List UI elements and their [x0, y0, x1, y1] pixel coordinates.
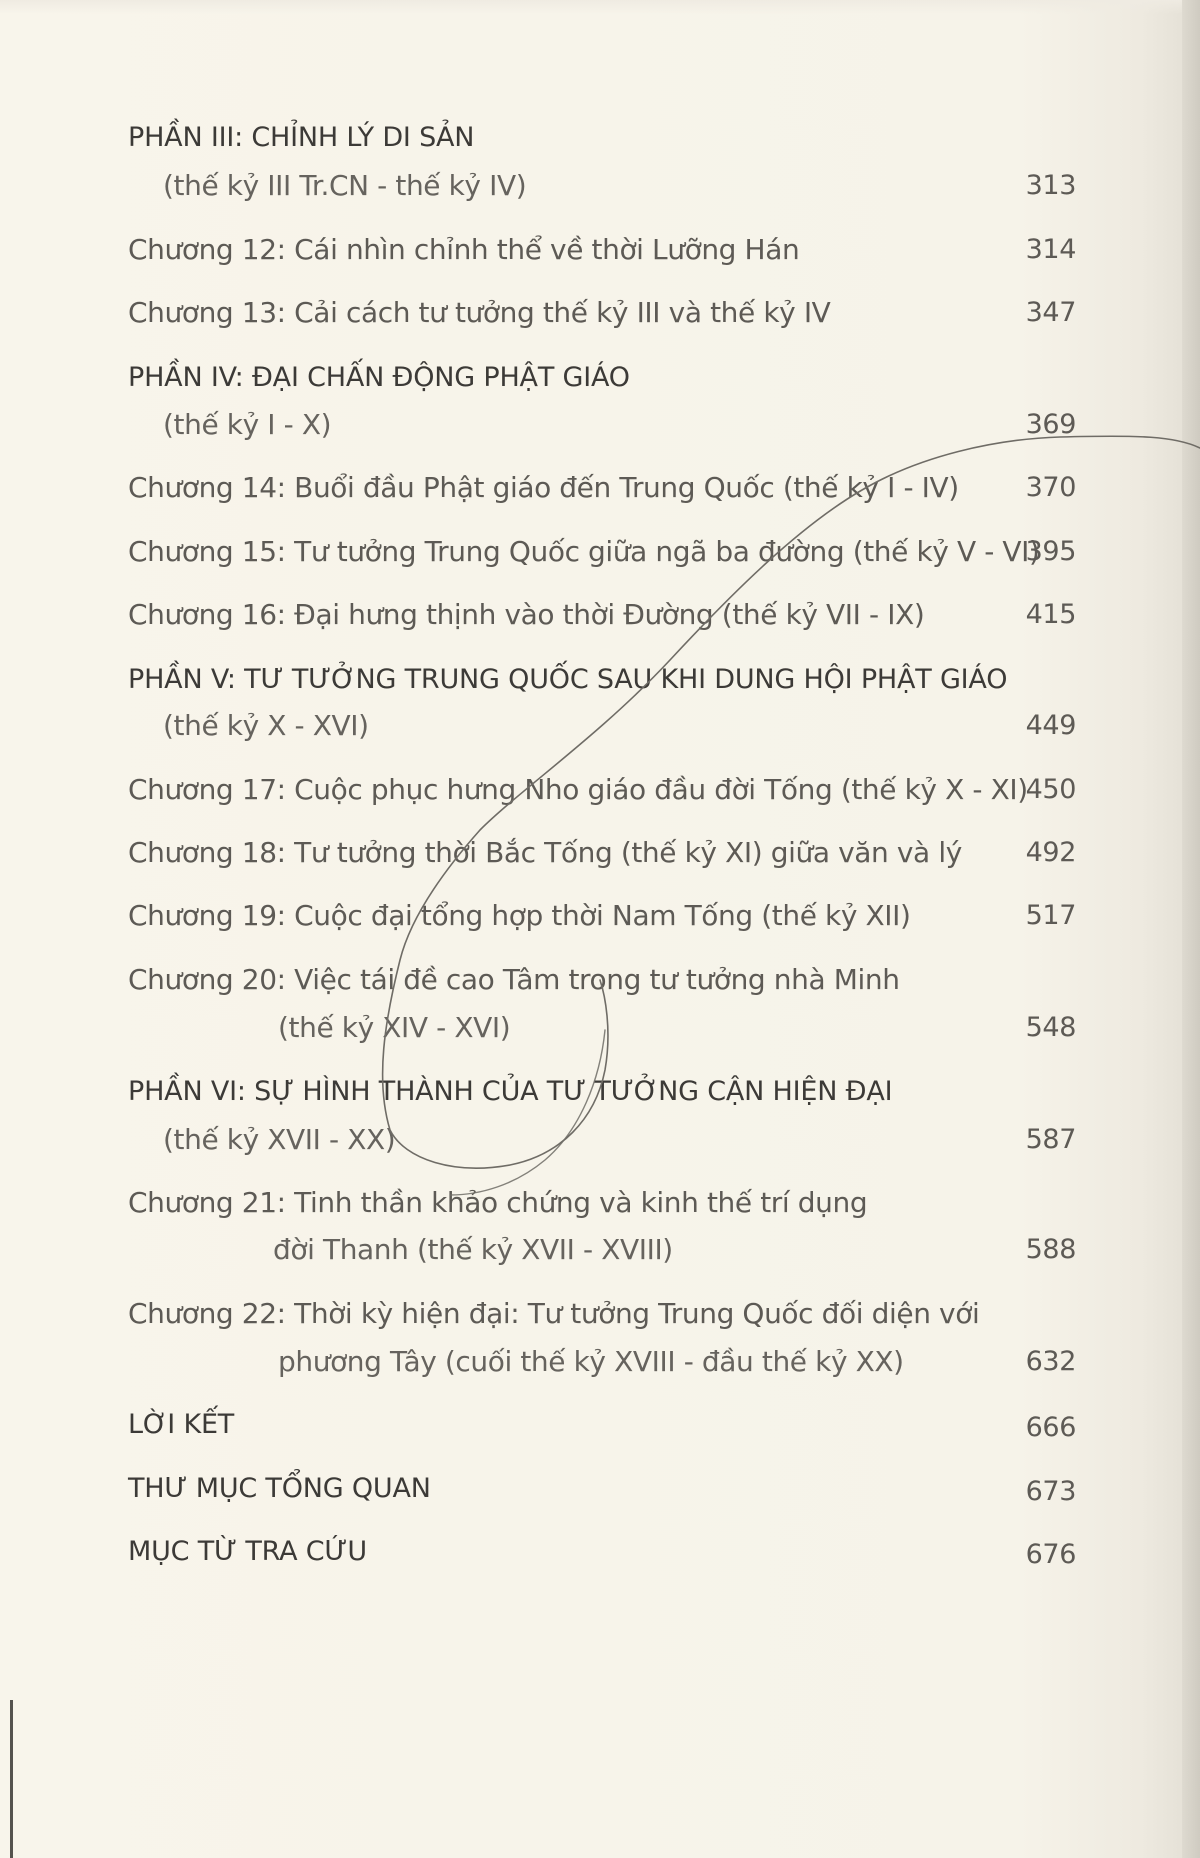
- chapter-15-page: 395: [1025, 536, 1076, 567]
- chapter-22-page: 632: [1025, 1346, 1076, 1377]
- index-title: MỤC TỪ TRA CỨU: [128, 1536, 367, 1567]
- index-page: 676: [1025, 1539, 1076, 1570]
- part-3-subtitle: (thế kỷ III Tr.CN - thế kỷ IV): [163, 169, 527, 202]
- part-4-page: 369: [1025, 409, 1076, 440]
- part-5-title: PHẦN V: TƯ TƯỞNG TRUNG QUỐC SAU KHI DUNG HỘI PHẬT GIÁO: [128, 664, 1008, 695]
- part-4-subtitle: (thế kỷ I - X): [163, 408, 332, 441]
- chapter-16-title: Chương 16: Đại hưng thịnh vào thời Đường (thế kỷ VII - IX): [128, 598, 925, 631]
- part-6-page: 587: [1025, 1124, 1076, 1155]
- part-5-subtitle: (thế kỷ X - XVI): [163, 709, 369, 742]
- chapter-18-page: 492: [1025, 837, 1076, 868]
- chapter-21-subtitle: đời Thanh (thế kỷ XVII - XVIII): [273, 1233, 673, 1266]
- epilogue-page: 666: [1025, 1412, 1076, 1443]
- chapter-20-subtitle: (thế kỷ XIV - XVI): [278, 1011, 511, 1044]
- chapter-21-title: Chương 21: Tinh thần khảo chứng và kinh thế trí dụng: [128, 1186, 868, 1219]
- chapter-14-page: 370: [1025, 472, 1076, 503]
- chapter-22-title: Chương 22: Thời kỳ hiện đại: Tư tưởng Trung Quốc đối diện với: [128, 1297, 980, 1330]
- chapter-18-title: Chương 18: Tư tưởng thời Bắc Tống (thế kỷ XI) giữa văn và lý: [128, 836, 962, 869]
- chapter-17-page: 450: [1025, 774, 1076, 805]
- epilogue-title: LỜI KẾT: [128, 1409, 235, 1440]
- chapter-20-page: 548: [1025, 1012, 1076, 1043]
- chapter-16-page: 415: [1025, 599, 1076, 630]
- bibliography-page: 673: [1025, 1476, 1076, 1507]
- part-3-page: 313: [1025, 170, 1076, 201]
- part-4-title: PHẦN IV: ĐẠI CHẤN ĐỘNG PHẬT GIÁO: [128, 362, 630, 393]
- chapter-20-title: Chương 20: Việc tái đề cao Tâm trong tư tưởng nhà Minh: [128, 963, 900, 996]
- chapter-15-title: Chương 15: Tư tưởng Trung Quốc giữa ngã ba đường (thế kỷ V - VI): [128, 535, 1040, 568]
- chapter-19-page: 517: [1025, 900, 1076, 931]
- chapter-12-title: Chương 12: Cái nhìn chỉnh thể về thời Lưỡng Hán: [128, 233, 800, 266]
- chapter-14-title: Chương 14: Buổi đầu Phật giáo đến Trung Quốc (thế kỷ I - IV): [128, 471, 959, 504]
- chapter-17-title: Chương 17: Cuộc phục hưng Nho giáo đầu đời Tống (thế kỷ X - XI): [128, 773, 1028, 806]
- bibliography-title: THƯ MỤC TỔNG QUAN: [128, 1473, 431, 1504]
- part-3-title: PHẦN III: CHỈNH LÝ DI SẢN: [128, 122, 475, 153]
- chapter-22-subtitle: phương Tây (cuối thế kỷ XVIII - đầu thế kỷ XX): [278, 1345, 904, 1378]
- chapter-13-title: Chương 13: Cải cách tư tưởng thế kỷ III và thế kỷ IV: [128, 296, 831, 329]
- chapter-21-page: 588: [1025, 1234, 1076, 1265]
- chapter-12-page: 314: [1025, 234, 1076, 265]
- chapter-13-page: 347: [1025, 297, 1076, 328]
- part-6-title: PHẦN VI: SỰ HÌNH THÀNH CỦA TƯ TƯỞNG CẬN HIỆN ĐẠI: [128, 1076, 893, 1107]
- part-5-page: 449: [1025, 710, 1076, 741]
- part-6-subtitle: (thế kỷ XVII - XX): [163, 1123, 396, 1156]
- chapter-19-title: Chương 19: Cuộc đại tổng hợp thời Nam Tống (thế kỷ XII): [128, 899, 911, 932]
